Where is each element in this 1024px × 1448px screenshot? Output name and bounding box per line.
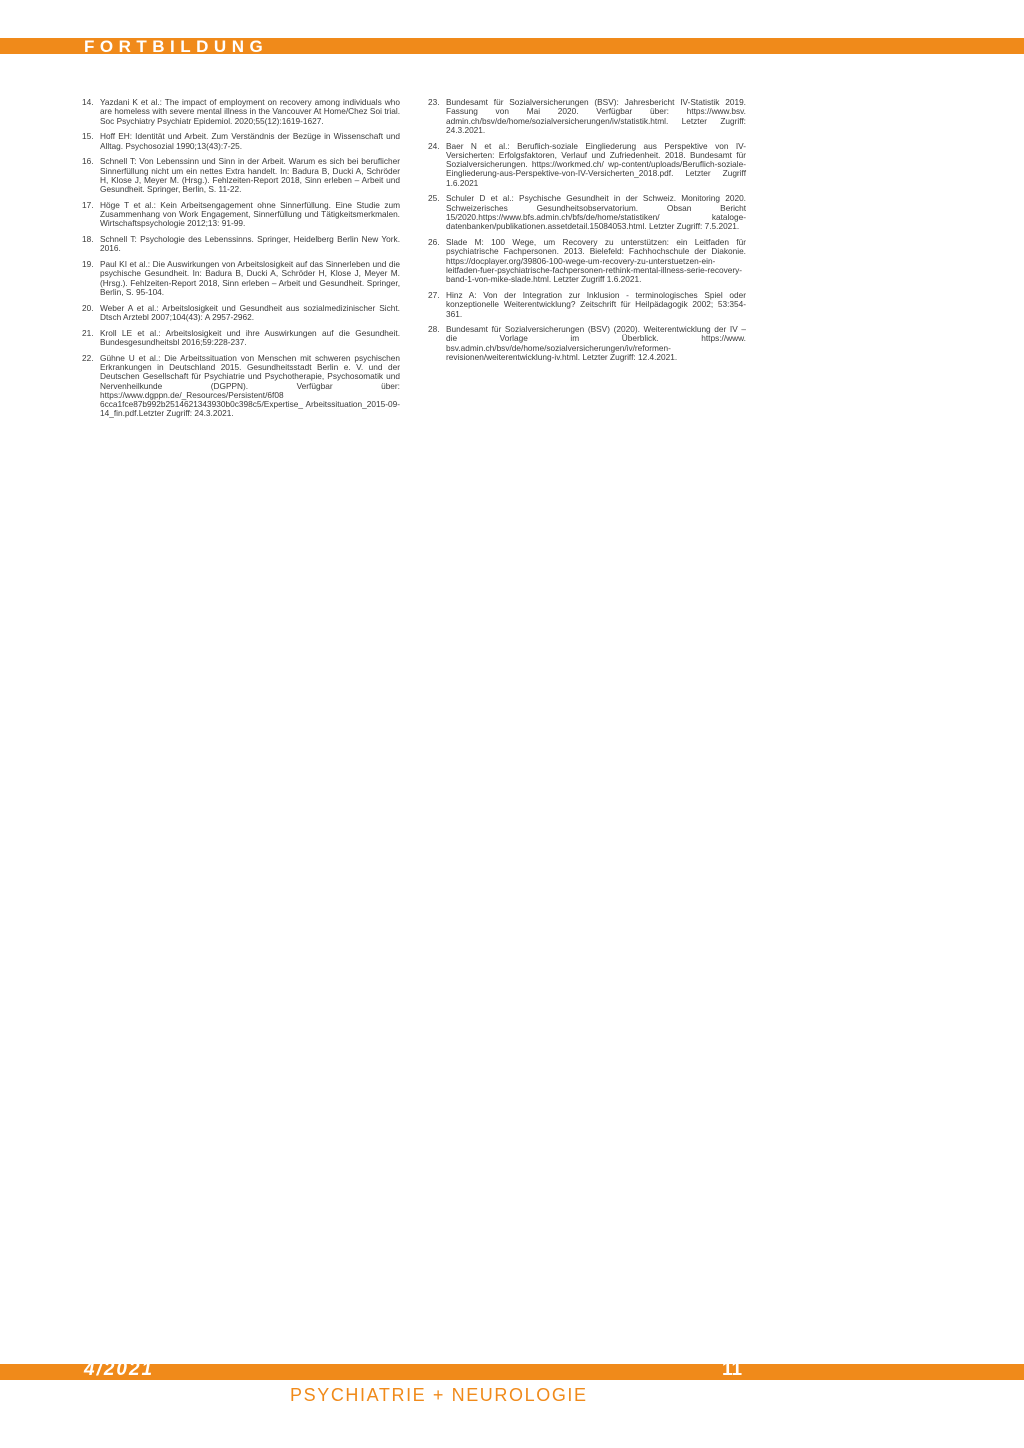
reference-number: 16. (82, 156, 94, 167)
reference-item (82, 304, 400, 323)
reference-item (428, 291, 746, 319)
reference-number: 24. (428, 140, 440, 151)
reference-number: 25. (428, 193, 440, 204)
reference-item (82, 329, 400, 348)
reference-item (82, 235, 400, 254)
reference-text: Kroll LE et al.: Arbeitslosigkeit und ihre Auswirkungen auf die Gesundheit. Bundesgesundheitsbl 2016;59:228-237. (100, 327, 400, 347)
reference-item (82, 98, 400, 126)
reference-item (82, 201, 400, 229)
reference-text: Schuler D et al.: Psychische Gesundheit in der Schweiz. Monitoring 2020. Schweizerisches Gesundheitsobservatorium. Obsan Bericht 15/2020.https://www.bfs.admin.ch/bfs/de/home/statistiken/ kataloge-datenbanken/publikationen.assetdetail.15084053.html. Letzter Zugriff: 7.5.2021. (446, 193, 746, 232)
reference-text: Bundesamt für Sozialversicherungen (BSV): Jahresbericht IV-Statistik 2019. Fassung von Mai 2020. Verfügbar über: https://www.bsv. admin.ch/bsv/de/home/sozialversicherungen/iv/statistik.html. Letzter Zugriff: 24.3.2021. (446, 97, 746, 135)
reference-number: 26. (428, 237, 440, 248)
reference-text: Hoff EH: Identität und Arbeit. Zum Verständnis der Bezüge in Wissenschaft und Alltag. Psychosozial 1990;13(43):7-25. (100, 131, 400, 151)
reference-number: 28. (428, 324, 440, 335)
reference-text: Yazdani K et al.: The impact of employment on recovery among individuals who are homeless with severe mental illness in the Vancouver At Home/Chez Soi trial. Soc Psychiatry Psychiatr Epidemiol. 2020;55(12):1619-1627. (100, 97, 400, 126)
reference-text: Hinz A: Von der Integration zur Inklusion - terminologisches Spiel oder konzeptionelle Weiterentwicklung? Zeitschrift für Heilpädagogik 2002; 53:354-361. (446, 289, 746, 319)
reference-number: 23. (428, 97, 440, 107)
reference-item (82, 260, 400, 297)
reference-number: 18. (82, 234, 94, 245)
reference-text: Schnell T: Psychologie des Lebenssinns. Springer, Heidelberg Berlin New York. 2016. (100, 234, 400, 254)
reference-number: 19. (82, 259, 94, 270)
reference-item (428, 98, 746, 135)
references-right-column (428, 98, 746, 369)
reference-number: 27. (428, 289, 440, 300)
reference-item (428, 194, 746, 231)
reference-text: Schnell T: Von Lebenssinn und Sinn in der Arbeit. Warum es sich bei beruflicher Sinnerfüllung nicht um ein nettes Extra handelt. In: Badura B, Ducki A, Schröder H, Klose J, Meyer M. (Hrsg.). Fehlzeiten-Report 2018, Sinn erleben – Arbeit und Gesundheit. Springer, Berlin, S. 11-22. (100, 156, 400, 195)
reference-text: Weber A et al.: Arbeitslosigkeit und Gesundheit aus sozialmedizinischer Sicht. Dtsch Arztebl 2007;104(43): A 2957-2962. (100, 302, 400, 322)
reference-text: Paul KI et al.: Die Auswirkungen von Arbeitslosigkeit auf das Sinnerleben und die psychische Gesundheit. In: Badura B, Ducki A, Schröder H, Klose J, Meyer M. (Hrsg.). Fehlzeiten-Report 2018, Sinn erleben – Arbeit und Gesundheit. Springer, Berlin, S. 95-104. (100, 259, 400, 297)
reference-text: Höge T et al.: Kein Arbeitsengagement ohne Sinnerfüllung. Eine Studie zum Zusammenhang von Work Engagement, Sinnerfüllung und Tätigkeitsmerkmalen. Wirtschaftspsychologie 2012;13: 91-99. (100, 199, 400, 229)
reference-text: Gühne U et al.: Die Arbeitssituation von Menschen mit schweren psychischen Erkrankungen in Deutschland 2015. Gesundheitsstadt Berlin e. V. und der Deutschen Gesellschaft für Psychiatrie und Psychotherapie, Psychosomatik und Nervenheilkunde (DGPPN). Verfügbar über: https://www.dgppn.de/_Resources/Persistent/6f08 6cca1fce87b992b2514621343930b0c398c5/Expertise_ Arbeitssituation_2015-09-14_fin.pdf.Letzter Zugriff: 24.3.2021. (100, 352, 400, 419)
reference-number: 22. (82, 352, 94, 363)
reference-text: Baer N et al.: Beruflich-soziale Eingliederung aus Perspektive von IV-Versicherten: Erfolgsfaktoren, Verlauf und Zufriedenheit. 2018. Bundesamt für Sozialversicherungen. https://workmed.ch/ wp-content/uploads/Beruflich-soziale-Eingliederung-aus-Perspektive-von-IV-Versicherten_2018.pdf. Letzter Zugriff 1.6.2021 (446, 140, 746, 188)
reference-item (428, 238, 746, 284)
reference-item (428, 325, 746, 362)
reference-text: Slade M: 100 Wege, um Recovery zu unterstützen: ein Leitfaden für psychiatrische Fachpersonen. 2013. Bielefeld: Fachhochschule der Diakonie. https://docplayer.org/39806-100-wege-um-recovery-zu-unterstuetzen-ein-leitfaden-fuer-psychiatrische-fachpersonen-rethink-mental-illness-serie-recovery-band-1-von-mike-slade.html. Letzter Zugriff 1.6.2021. (446, 237, 746, 285)
reference-number: 17. (82, 199, 94, 210)
references-left-column (82, 98, 400, 425)
reference-number: 14. (82, 97, 94, 107)
reference-item (428, 142, 746, 188)
reference-number: 21. (82, 327, 94, 338)
journal-name: PSYCHIATRIE + NEUROLOGIE (290, 1385, 588, 1405)
reference-item (82, 157, 400, 194)
reference-item (82, 132, 400, 151)
reference-number: 15. (82, 131, 94, 142)
reference-text: Bundesamt für Sozialversicherungen (BSV) (2020). Weiterentwicklung der IV – die Vorlage im Überblick. https://www. bsv.admin.ch/bsv/de/home/sozialversicherungen/iv/reformen-revisionen/weiterentwicklung-iv.html. Letzter Zugriff: 12.4.2021. (446, 324, 746, 363)
reference-number: 20. (82, 302, 94, 313)
section-title: FORTBILDUNG (84, 37, 269, 56)
issue-number: 4/2021 (84, 1359, 155, 1380)
page-number: 11 (722, 1359, 743, 1380)
reference-item (82, 354, 400, 419)
